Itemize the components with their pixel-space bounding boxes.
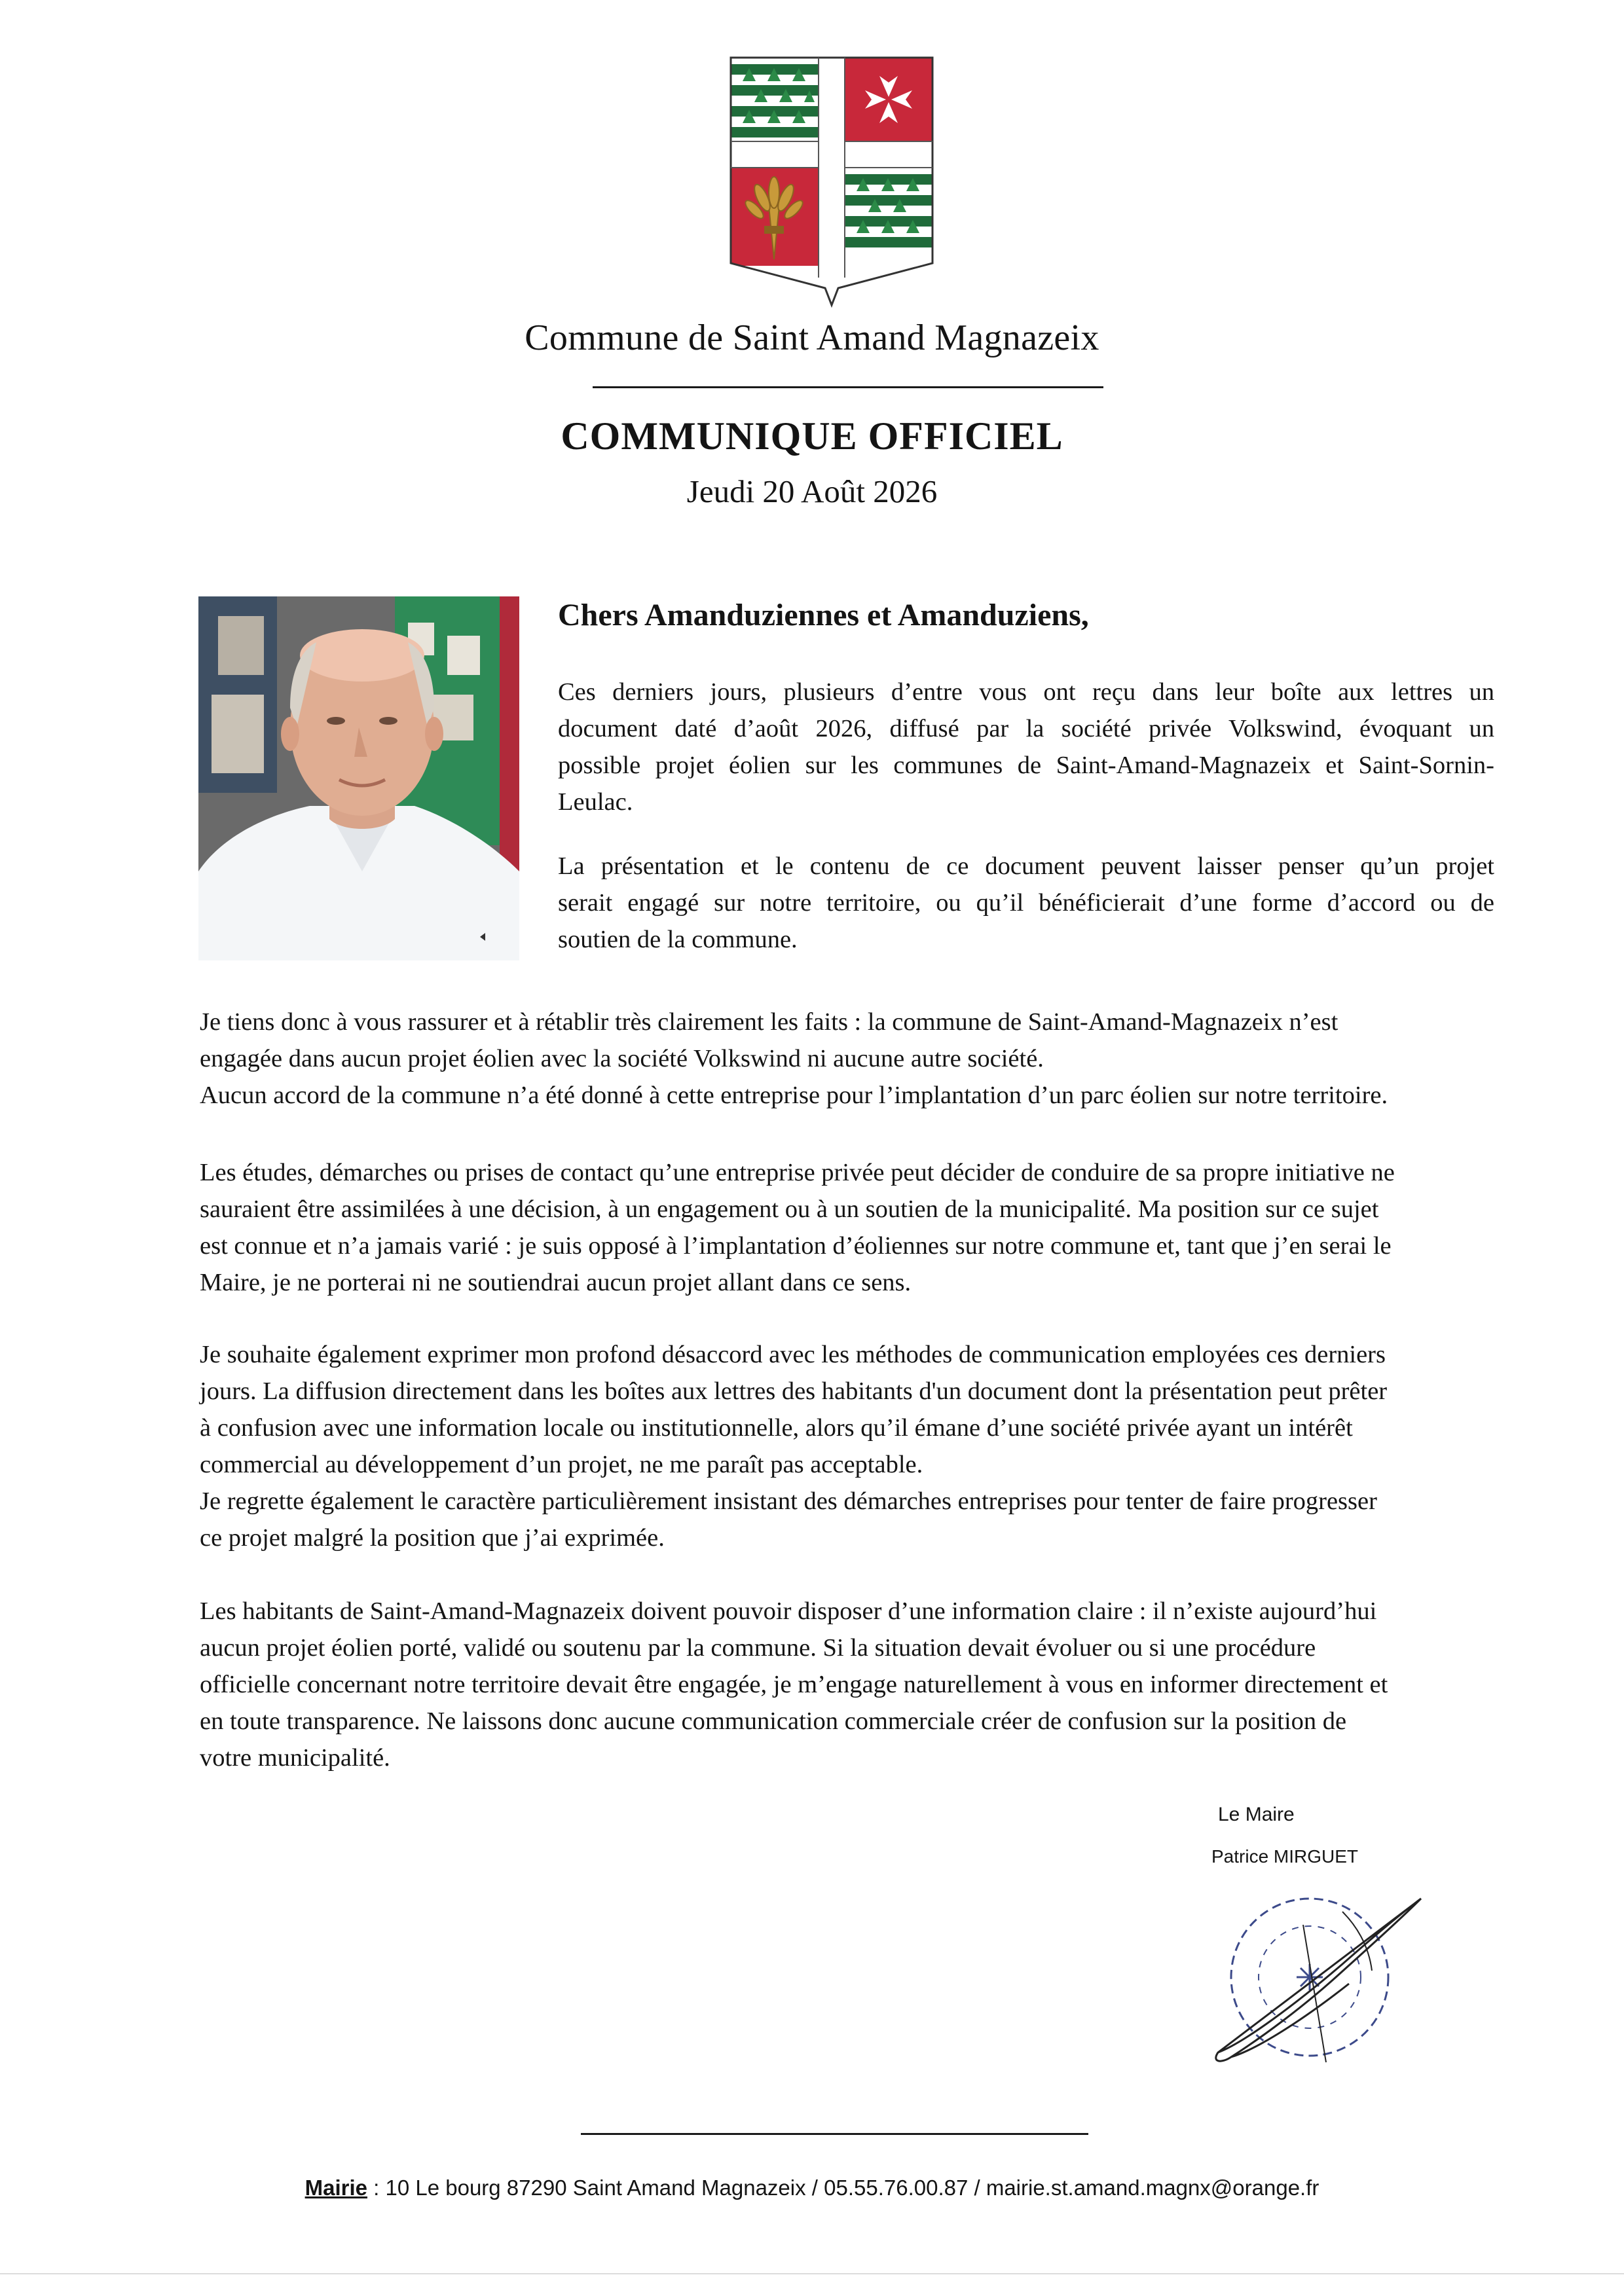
mayor-portrait-photo [198, 596, 519, 960]
text-line: est connue et n’a jamais varié : je suis opposé à l’implantation d’éoliennes sur notre commune et, tant que j’en serai le [200, 1232, 1392, 1260]
official-stamp-signature [1205, 1886, 1428, 2075]
paragraph-1 [558, 674, 1494, 820]
footer-address: : 10 Le bourg 87290 Saint Amand Magnazeix / 05.55.76.00.87 / mairie.st.amand.magnx@orange.fr [367, 2176, 1320, 2200]
text-line: serait engagé sur notre territoire, ou qu’il bénéficierait d’une forme d’accord ou de [558, 889, 1494, 917]
signatory-name: Patrice MIRGUET [1211, 1846, 1359, 1867]
signatory-title: Le Maire [1218, 1804, 1295, 1825]
paragraph-2 [558, 848, 1494, 958]
greeting: Chers Amanduziennes et Amanduziens, [558, 598, 1089, 632]
text-line: commercial au développement d’un projet, ne me paraît pas acceptable. [200, 1451, 923, 1478]
footer-divider [581, 2133, 1088, 2135]
text-line: aucun projet éolien porté, validé ou soutenu par la commune. Si la situation devait évoluer ou si une procédure [200, 1634, 1316, 1662]
text-line: soutien de la commune. [558, 926, 798, 953]
header-divider [593, 386, 1103, 388]
page-edge-line [0, 2273, 1624, 2274]
coat-of-arms-logo [728, 55, 935, 308]
text-line: en toute transparence. Ne laissons donc aucune communication commerciale créer de confusion sur la position de [200, 1707, 1347, 1735]
text-line: à confusion avec une information locale ou institutionnelle, alors qu’il émane d’une société privée ayant un intérêt [200, 1414, 1353, 1442]
footer-contact [0, 2176, 1624, 2200]
text-line: sauraient être assimilées à une décision, à un engagement ou à un soutien de la municipalité. Ma position sur ce sujet [200, 1195, 1379, 1223]
commune-name: Commune de Saint Amand Magnazeix [525, 318, 1099, 358]
text-line: document daté d’août 2026, diffusé par la société privée Volkswind, évoquant un [558, 715, 1494, 742]
text-line: engagée dans aucun projet éolien avec la société Volkswind ni aucune autre société. [200, 1045, 1044, 1072]
text-line: ce projet malgré la position que j’ai exprimée. [200, 1524, 665, 1552]
paragraph-4 [200, 1154, 1470, 1301]
text-line: Je regrette également le caractère particulièrement insistant des démarches entreprises pour tenter de faire progresser [200, 1487, 1377, 1515]
text-line: Je souhaite également exprimer mon profond désaccord avec les méthodes de communication employées ces derniers [200, 1341, 1386, 1368]
text-line: Ces derniers jours, plusieurs d’entre vous ont reçu dans leur boîte aux lettres un [558, 678, 1494, 706]
footer-label: Mairie [304, 2176, 367, 2200]
text-line: jours. La diffusion directement dans les boîtes aux lettres des habitants d'un document dont la présentation peut prêter [200, 1377, 1388, 1405]
text-line: Leulac. [558, 788, 633, 816]
text-line: votre municipalité. [200, 1744, 390, 1772]
paragraph-5 [200, 1336, 1470, 1556]
text-line: Les études, démarches ou prises de contact qu’une entreprise privée peut décider de conduire de sa propre initiative ne [200, 1159, 1395, 1186]
text-line: officielle concernant notre territoire devait être engagée, je m’engage naturellement à vous en informer directement et [200, 1671, 1388, 1698]
document-title: COMMUNIQUE OFFICIEL [561, 414, 1063, 458]
text-line: Les habitants de Saint-Amand-Magnazeix doivent pouvoir disposer d’une information claire : il n’existe aujourd’hui [200, 1597, 1377, 1625]
document-date: Jeudi 20 Août 2026 [686, 473, 938, 509]
paragraph-3 [200, 1004, 1470, 1114]
paragraph-6 [200, 1593, 1470, 1776]
text-line: possible projet éolien sur les communes de Saint-Amand-Magnazeix et Saint-Sornin- [558, 752, 1494, 779]
text-line: Je tiens donc à vous rassurer et à rétablir très clairement les faits : la commune de Saint-Amand-Magnazeix n’est [200, 1008, 1338, 1036]
text-line: La présentation et le contenu de ce document peuvent laisser penser qu’un projet [558, 852, 1494, 880]
text-line: Maire, je ne porterai ni ne soutiendrai aucun projet allant dans ce sens. [200, 1269, 912, 1296]
text-line: Aucun accord de la commune n’a été donné à cette entreprise pour l’implantation d’un parc éolien sur notre territoire. [200, 1082, 1388, 1109]
